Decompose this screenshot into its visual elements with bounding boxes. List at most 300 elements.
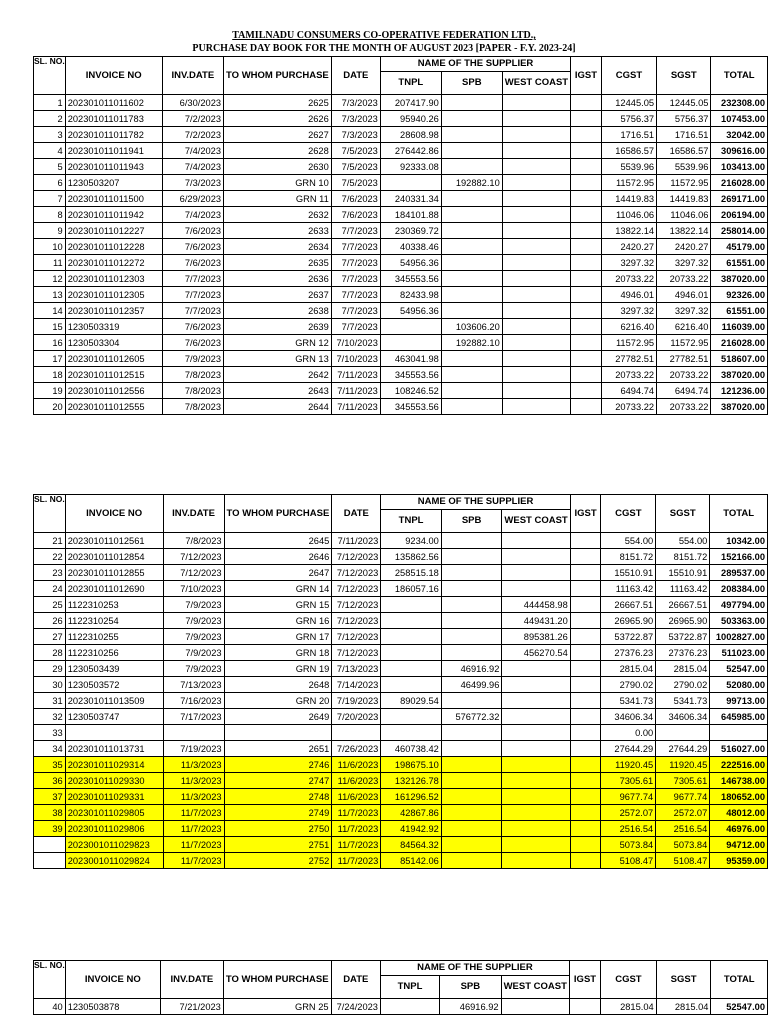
table-row (34, 223, 768, 239)
sl-no-cell: 12 (34, 271, 66, 287)
tnpl-cell: 54956.36 (380, 255, 441, 271)
tnpl-cell (381, 629, 442, 645)
sgst-cell: 26965.90 (656, 613, 710, 629)
sgst-cell: 5108.47 (656, 853, 710, 869)
spb-cell (441, 821, 502, 837)
inv-date-cell: 11/7/2023 (163, 837, 224, 853)
invoice-no-cell: 202301011012555 (65, 399, 162, 415)
table-row (34, 159, 768, 175)
spb-cell (441, 287, 502, 303)
sl-no-cell: 30 (34, 677, 66, 693)
igst-cell (570, 645, 601, 661)
invoice-no-cell: 202301011012272 (65, 255, 162, 271)
igst-cell (570, 837, 601, 853)
table-row (34, 661, 768, 677)
igst-cell (571, 351, 602, 367)
table-row (34, 549, 768, 565)
table-row (34, 351, 768, 367)
to-whom-purchase-cell: GRN 16 (224, 613, 332, 629)
purchase-table-3 (33, 960, 768, 1015)
tnpl-cell: 258515.18 (381, 565, 442, 581)
invoice-no-cell: 202301011012228 (65, 239, 162, 255)
spb-cell (441, 549, 502, 565)
table-row (34, 757, 768, 773)
sgst-cell: 27782.51 (657, 351, 711, 367)
total-cell: 32042.00 (711, 127, 768, 143)
sgst-cell: 11163.42 (656, 581, 710, 597)
total-cell: 95359.00 (710, 853, 768, 869)
invoice-no-cell: 202301011012357 (65, 303, 162, 319)
supplier-group-header: NAME OF THE SUPPLIER (380, 57, 570, 72)
to-whom-purchase-cell: 2625 (224, 95, 332, 111)
sl-no-cell: 1 (34, 95, 66, 111)
cgst-cell: 26667.51 (601, 597, 656, 613)
tnpl-cell: 186057.16 (381, 581, 442, 597)
inv-date-cell: 7/3/2023 (162, 175, 223, 191)
inv-date-cell: 11/3/2023 (163, 789, 224, 805)
date-cell: 7/11/2023 (331, 399, 380, 415)
igst-cell (570, 693, 601, 709)
table-row (34, 399, 768, 415)
date-cell: 7/12/2023 (332, 629, 381, 645)
inv-date-cell: 7/9/2023 (163, 661, 224, 677)
sl-no-cell: 34 (34, 741, 66, 757)
table-row (34, 175, 768, 191)
cgst-header: CGST (601, 495, 656, 533)
sgst-cell: 2516.54 (656, 821, 710, 837)
date-cell: 7/7/2023 (331, 255, 380, 271)
to-whom-purchase-cell: 2750 (224, 821, 332, 837)
tnpl-cell: 345553.56 (380, 399, 441, 415)
invoice-no-cell: 202301011012854 (65, 549, 163, 565)
inv-date-cell: 7/7/2023 (162, 271, 223, 287)
spb-cell (441, 565, 502, 581)
table-row (34, 725, 768, 741)
invoice-no-cell: 202301011011782 (65, 127, 162, 143)
tnpl-cell: 198675.10 (381, 757, 442, 773)
igst-cell (571, 255, 602, 271)
inv-date-cell: 7/8/2023 (163, 533, 224, 549)
spb-cell: 576772.32 (441, 709, 502, 725)
west-coast-cell (502, 661, 570, 677)
cgst-cell: 5756.37 (601, 111, 656, 127)
west-coast-cell (502, 383, 570, 399)
sgst-cell: 6216.40 (657, 319, 711, 335)
igst-cell (571, 95, 602, 111)
sl-no-header: SL. NO. (34, 495, 66, 533)
spb-cell: 103606.20 (441, 319, 502, 335)
date-cell: 7/14/2023 (332, 677, 381, 693)
to-whom-purchase-cell: 2643 (224, 383, 332, 399)
invoice-no-cell: 202301011029330 (65, 773, 163, 789)
date-cell: 11/6/2023 (332, 757, 381, 773)
west-coast-cell (502, 159, 570, 175)
spb-cell (441, 303, 502, 319)
to-whom-purchase-cell: GRN 17 (224, 629, 332, 645)
spb-cell (441, 95, 502, 111)
table-row (34, 837, 768, 853)
tnpl-cell (380, 999, 439, 1015)
inv-date-cell: 7/21/2023 (160, 999, 223, 1015)
date-cell: 7/7/2023 (331, 287, 380, 303)
inv-date-cell: 7/8/2023 (162, 367, 223, 383)
spb-cell (441, 725, 502, 741)
invoice-no-cell: 202301011029806 (65, 821, 163, 837)
spb-cell (441, 111, 502, 127)
total-cell: 45179.00 (711, 239, 768, 255)
total-cell: 52547.00 (711, 999, 768, 1015)
sgst-cell: 15510.91 (656, 565, 710, 581)
sgst-cell: 9677.74 (656, 789, 710, 805)
west-coast-cell (502, 127, 570, 143)
spb-cell (441, 597, 502, 613)
sl-no-cell: 8 (34, 207, 66, 223)
spb-cell (441, 581, 502, 597)
table-row (34, 645, 768, 661)
inv-date-cell: 7/2/2023 (162, 127, 223, 143)
sl-no-cell: 22 (34, 549, 66, 565)
spb-cell: 192882.10 (441, 335, 502, 351)
table-row (34, 319, 768, 335)
igst-cell (570, 661, 601, 677)
invoice-no-cell: 202301011011783 (65, 111, 162, 127)
spb-cell: 46499.96 (441, 677, 502, 693)
tnpl-cell (381, 645, 442, 661)
table-row (34, 303, 768, 319)
sl-no-cell: 37 (34, 789, 66, 805)
igst-cell (570, 773, 601, 789)
inv-date-cell: 7/4/2023 (162, 143, 223, 159)
to-whom-purchase-cell: GRN 10 (224, 175, 332, 191)
invoice-no-header: INVOICE NO (65, 961, 160, 999)
tnpl-cell: 230369.72 (380, 223, 441, 239)
inv-date-cell: 11/7/2023 (163, 853, 224, 869)
tnpl-cell (381, 677, 442, 693)
to-whom-purchase-cell: 2637 (224, 287, 332, 303)
cgst-cell: 34606.34 (601, 709, 656, 725)
sgst-header: SGST (656, 961, 711, 999)
igst-cell (570, 757, 601, 773)
cgst-cell: 1716.51 (601, 127, 656, 143)
west-coast-cell: 444458.98 (502, 597, 570, 613)
sgst-cell: 13822.14 (657, 223, 711, 239)
sl-no-cell: 38 (34, 805, 66, 821)
west-coast-cell (502, 271, 570, 287)
date-cell: 7/3/2023 (331, 95, 380, 111)
sl-no-cell: 14 (34, 303, 66, 319)
to-whom-purchase-cell: GRN 20 (224, 693, 332, 709)
igst-cell (571, 191, 602, 207)
sl-no-cell: 32 (34, 709, 66, 725)
inv-date-cell: 6/30/2023 (162, 95, 223, 111)
date-cell: 7/7/2023 (331, 319, 380, 335)
total-cell (710, 725, 768, 741)
supplier-group-header: NAME OF THE SUPPLIER (380, 961, 569, 976)
sl-no-cell: 2 (34, 111, 66, 127)
date-cell: 7/5/2023 (331, 159, 380, 175)
cgst-cell: 20733.22 (601, 399, 656, 415)
cgst-cell: 6216.40 (601, 319, 656, 335)
cgst-cell: 14419.83 (601, 191, 656, 207)
invoice-no-cell: 1230503747 (65, 709, 163, 725)
date-cell: 11/7/2023 (332, 821, 381, 837)
total-cell: 116039.00 (711, 319, 768, 335)
table-row (34, 239, 768, 255)
tnpl-cell (380, 335, 441, 351)
invoice-no-cell: 202301011011941 (65, 143, 162, 159)
table-row (34, 999, 768, 1015)
table-row (34, 367, 768, 383)
sgst-cell: 5539.96 (657, 159, 711, 175)
table-row (34, 821, 768, 837)
sl-no-cell: 9 (34, 223, 66, 239)
igst-cell (570, 725, 601, 741)
table-row (34, 207, 768, 223)
cgst-cell: 9677.74 (601, 789, 656, 805)
inv-date-cell: 6/29/2023 (162, 191, 223, 207)
cgst-cell: 11163.42 (601, 581, 656, 597)
inv-date-cell: 7/7/2023 (162, 303, 223, 319)
tnpl-cell: 161296.52 (381, 789, 442, 805)
igst-header: IGST (570, 495, 601, 533)
invoice-no-cell: 202301011011500 (65, 191, 162, 207)
date-cell (332, 725, 381, 741)
invoice-no-cell: 202301011012303 (65, 271, 162, 287)
invoice-no-cell: 1230503878 (65, 999, 160, 1015)
to-whom-purchase-cell: GRN 19 (224, 661, 332, 677)
date-cell: 7/12/2023 (332, 581, 381, 597)
west-coast-cell (502, 741, 570, 757)
total-cell: 94712.00 (710, 837, 768, 853)
total-cell: 52547.00 (710, 661, 768, 677)
west-coast-cell: 449431.20 (502, 613, 570, 629)
spb-header: SPB (441, 72, 502, 95)
invoice-no-cell: 1122310253 (65, 597, 163, 613)
total-cell: 61551.00 (711, 255, 768, 271)
west-coast-cell (502, 287, 570, 303)
cgst-cell: 11572.95 (601, 175, 656, 191)
sgst-cell: 27644.29 (656, 741, 710, 757)
to-whom-purchase-cell: 2627 (224, 127, 332, 143)
sgst-cell: 26667.51 (656, 597, 710, 613)
cgst-cell: 12445.05 (601, 95, 656, 111)
west-coast-cell (502, 757, 570, 773)
tnpl-cell: 207417.90 (380, 95, 441, 111)
total-cell: 61551.00 (711, 303, 768, 319)
west-coast-cell (502, 319, 570, 335)
tnpl-cell: 89029.54 (381, 693, 442, 709)
west-coast-cell (502, 191, 570, 207)
sgst-cell: 7305.61 (656, 773, 710, 789)
spb-cell (441, 741, 502, 757)
cgst-cell: 6494.74 (601, 383, 656, 399)
total-cell: 206194.00 (711, 207, 768, 223)
spb-cell (441, 127, 502, 143)
sgst-cell: 27376.23 (656, 645, 710, 661)
igst-cell (570, 805, 601, 821)
west-coast-cell (501, 999, 569, 1015)
sl-no-cell: 17 (34, 351, 66, 367)
total-cell: 48012.00 (710, 805, 768, 821)
west-coast-cell (502, 207, 570, 223)
total-header: TOTAL (711, 961, 768, 999)
cgst-cell: 554.00 (601, 533, 656, 549)
sgst-cell: 12445.05 (657, 95, 711, 111)
sl-no-cell: 5 (34, 159, 66, 175)
sl-no-cell: 28 (34, 645, 66, 661)
inv-date-cell: 7/12/2023 (163, 565, 224, 581)
sgst-cell: 34606.34 (656, 709, 710, 725)
inv-date-cell: 7/9/2023 (163, 645, 224, 661)
sl-no-cell (34, 837, 66, 853)
sgst-header: SGST (656, 495, 710, 533)
spb-cell (441, 207, 502, 223)
cgst-cell: 27782.51 (601, 351, 656, 367)
date-cell: 7/12/2023 (332, 613, 381, 629)
date-cell: 7/10/2023 (331, 335, 380, 351)
total-cell: 10342.00 (710, 533, 768, 549)
purchase-table-1 (33, 56, 768, 415)
inv-date-cell: 7/6/2023 (162, 255, 223, 271)
tnpl-cell: 85142.06 (381, 853, 442, 869)
spb-cell (441, 613, 502, 629)
invoice-no-cell: 202301011012605 (65, 351, 162, 367)
sgst-cell: 20733.22 (657, 367, 711, 383)
sl-no-cell: 20 (34, 399, 66, 415)
total-cell: 269171.00 (711, 191, 768, 207)
total-cell: 121236.00 (711, 383, 768, 399)
to-whom-purchase-cell: 2649 (224, 709, 332, 725)
sgst-cell: 1716.51 (657, 127, 711, 143)
document-title: TAMILNADU CONSUMERS CO-OPERATIVE FEDERATION LTD., (232, 30, 536, 41)
sl-no-cell: 3 (34, 127, 66, 143)
cgst-cell: 53722.87 (601, 629, 656, 645)
spb-cell (441, 191, 502, 207)
date-cell: 7/5/2023 (331, 175, 380, 191)
invoice-no-cell: 202301011012305 (65, 287, 162, 303)
total-cell: 92326.00 (711, 287, 768, 303)
igst-cell (570, 709, 601, 725)
to-whom-purchase-cell: 2646 (224, 549, 332, 565)
to-whom-purchase-header: TO WHOM PURCHASE (224, 495, 332, 533)
date-cell: 7/7/2023 (331, 239, 380, 255)
sl-no-cell: 13 (34, 287, 66, 303)
to-whom-purchase-cell: 2639 (224, 319, 332, 335)
tnpl-cell: 9234.00 (381, 533, 442, 549)
west-coast-cell (502, 565, 570, 581)
sl-no-cell: 31 (34, 693, 66, 709)
sl-no-header: SL. NO. (34, 57, 66, 95)
date-cell: 7/6/2023 (331, 207, 380, 223)
igst-cell (570, 597, 601, 613)
tnpl-cell (380, 175, 441, 191)
cgst-cell: 4946.01 (601, 287, 656, 303)
date-cell: 7/6/2023 (331, 191, 380, 207)
cgst-cell: 15510.91 (601, 565, 656, 581)
table-row (34, 693, 768, 709)
inv-date-cell: 7/6/2023 (162, 319, 223, 335)
table-row (34, 95, 768, 111)
total-cell: 387020.00 (711, 271, 768, 287)
spb-header: SPB (440, 976, 501, 999)
date-header: DATE (331, 961, 380, 999)
spb-cell (441, 351, 502, 367)
west-coast-cell: 895381.26 (502, 629, 570, 645)
sgst-cell: 11046.06 (657, 207, 711, 223)
igst-cell (571, 271, 602, 287)
spb-cell (441, 789, 502, 805)
cgst-cell: 5341.73 (601, 693, 656, 709)
invoice-no-cell: 202301011013731 (65, 741, 163, 757)
cgst-cell: 27376.23 (601, 645, 656, 661)
invoice-no-cell: 1230503572 (65, 677, 163, 693)
sgst-cell: 3297.32 (657, 255, 711, 271)
cgst-cell: 27644.29 (601, 741, 656, 757)
sl-no-cell: 29 (34, 661, 66, 677)
spb-cell: 46916.92 (440, 999, 501, 1015)
sl-no-cell: 4 (34, 143, 66, 159)
west-coast-cell (502, 821, 570, 837)
to-whom-purchase-cell: 2633 (224, 223, 332, 239)
tnpl-cell: 460738.42 (381, 741, 442, 757)
to-whom-purchase-cell: 2644 (224, 399, 332, 415)
sl-no-cell: 36 (34, 773, 66, 789)
table-row (34, 629, 768, 645)
inv-date-header: INV.DATE (162, 57, 223, 95)
invoice-no-cell: 202301011011943 (65, 159, 162, 175)
sgst-cell: 2790.02 (656, 677, 710, 693)
total-cell: 52080.00 (710, 677, 768, 693)
west-coast-header: WEST COAST (502, 72, 570, 95)
west-coast-cell (502, 239, 570, 255)
total-cell: 180652.00 (710, 789, 768, 805)
tnpl-cell: 40338.46 (380, 239, 441, 255)
inv-date-cell: 7/9/2023 (163, 613, 224, 629)
date-cell: 11/6/2023 (332, 773, 381, 789)
igst-cell (570, 789, 601, 805)
tnpl-cell (381, 709, 442, 725)
west-coast-cell (502, 399, 570, 415)
igst-cell (571, 207, 602, 223)
total-cell: 216028.00 (711, 175, 768, 191)
tnpl-header: TNPL (380, 976, 439, 999)
igst-cell (570, 741, 601, 757)
date-cell: 7/13/2023 (332, 661, 381, 677)
total-cell: 645985.00 (710, 709, 768, 725)
date-cell: 7/11/2023 (331, 367, 380, 383)
date-cell: 7/11/2023 (331, 383, 380, 399)
sl-no-cell: 21 (34, 533, 66, 549)
date-cell: 7/12/2023 (332, 645, 381, 661)
igst-cell (571, 287, 602, 303)
total-cell: 289537.00 (710, 565, 768, 581)
igst-cell (570, 533, 601, 549)
west-coast-cell (502, 303, 570, 319)
west-coast-cell (502, 111, 570, 127)
sl-no-cell: 16 (34, 335, 66, 351)
tnpl-cell: 42867.86 (381, 805, 442, 821)
sl-no-cell: 7 (34, 191, 66, 207)
cgst-cell: 3297.32 (601, 303, 656, 319)
igst-cell (570, 613, 601, 629)
igst-cell (571, 127, 602, 143)
igst-cell (571, 223, 602, 239)
inv-date-cell: 7/9/2023 (163, 597, 224, 613)
tnpl-cell: 41942.92 (381, 821, 442, 837)
spb-cell (441, 693, 502, 709)
invoice-no-cell: 2023001011029823 (65, 837, 163, 853)
tnpl-cell: 28608.98 (380, 127, 441, 143)
